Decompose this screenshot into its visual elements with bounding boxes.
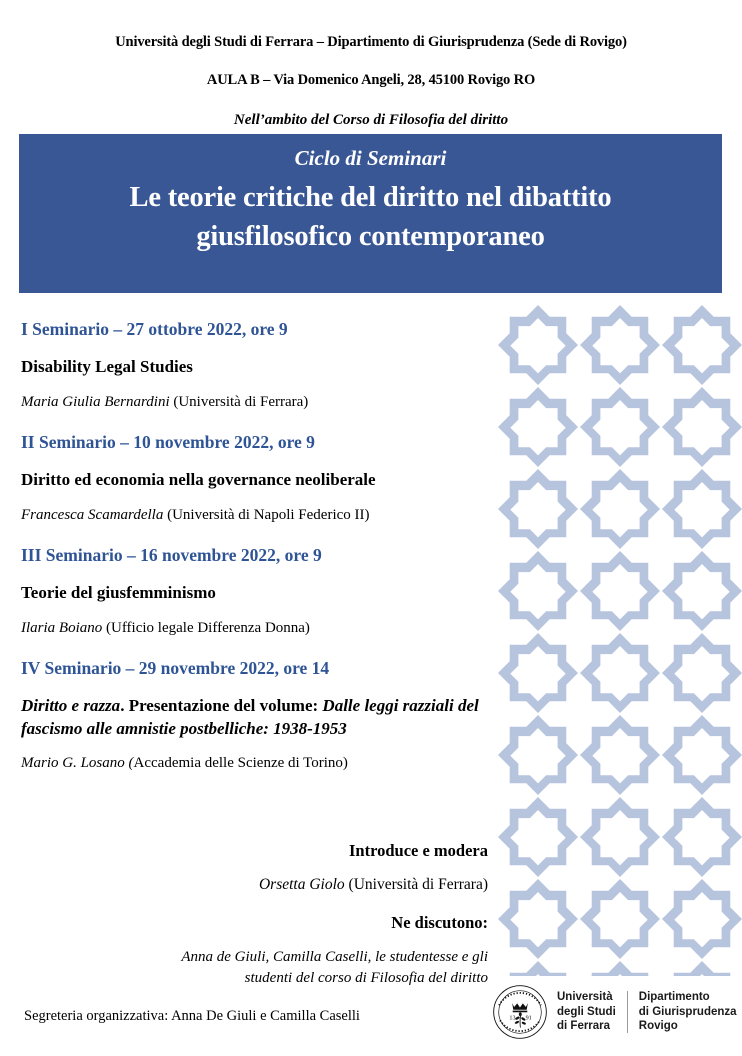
closing-block — [0, 840, 742, 989]
seal-year-left: 13 — [509, 1015, 516, 1022]
seminar-speaker — [21, 492, 742, 526]
logo-wordmark — [557, 990, 737, 1034]
secretariat-note: Segreteria organizzativa: Anna De Giuli e Camilla Caselli — [24, 1008, 360, 1024]
seminar-heading: III Seminario – 16 novembre 2022, ore 9 — [21, 545, 322, 565]
logo-university-name — [557, 990, 616, 1034]
banner-title-line-2: giusfilosofico contemporaneo — [196, 221, 545, 252]
speaker-name: Mario G. Losano ( — [21, 755, 134, 771]
seminar-title: Disability Legal Studies — [21, 357, 193, 376]
logo-university-line-1: Università — [557, 991, 613, 1004]
poster-header — [0, 0, 742, 129]
speaker-affiliation: (Università di Ferrara) — [169, 394, 309, 410]
title-banner — [19, 134, 722, 293]
logo-university-line-2: degli Studi — [557, 1005, 616, 1018]
logo-department-line-3: Rovigo — [638, 1020, 678, 1033]
discussants-line-2: studenti del corso di Filosofia del diritto — [244, 970, 488, 986]
moderator-affiliation: (Università di Ferrara) — [344, 876, 488, 893]
seminar-item — [0, 413, 742, 526]
logo-department-name — [639, 990, 737, 1034]
banner-title — [19, 173, 722, 256]
seminar-title-work: Diritto e razza — [21, 696, 121, 715]
university-seal-icon — [492, 984, 548, 1040]
seminar-item — [0, 526, 742, 639]
moderator-name: Orsetta Giolo — [258, 876, 345, 893]
olive-branch-icon — [514, 1012, 526, 1027]
discussants-label: Ne discutono: — [391, 913, 488, 932]
seal-year-right: 91 — [525, 1015, 532, 1022]
seminar-speaker — [21, 605, 742, 639]
speaker-affiliation: Accademia delle Scienze di Torino) — [133, 755, 348, 771]
seminar-title — [21, 680, 491, 740]
seminar-item — [0, 300, 742, 413]
logo-department-line-1: Dipartimento — [638, 991, 710, 1004]
logo-divider — [627, 991, 628, 1033]
speaker-name: Francesca Scamardella — [21, 507, 164, 523]
seminar-item — [0, 639, 742, 774]
header-venue: AULA B – Via Domenico Angeli, 28, 45100 Rovigo RO — [206, 72, 536, 88]
university-logo — [492, 984, 737, 1040]
speaker-affiliation: (Ufficio legale Differenza Donna) — [102, 620, 310, 636]
crown-icon — [512, 1003, 528, 1010]
introduces-label: Introduce e modera — [348, 841, 488, 860]
seminar-heading: II Seminario – 10 novembre 2022, ore 9 — [21, 432, 315, 452]
seminar-list — [0, 300, 742, 774]
speaker-name: Maria Giulia Bernardini — [21, 394, 170, 410]
logo-university-line-3: di Ferrara — [557, 1020, 611, 1033]
seminar-title: Diritto ed economia nella governance neoliberale — [21, 470, 376, 489]
seminar-speaker — [21, 379, 742, 413]
discussants-names — [0, 934, 488, 989]
seminar-speaker — [21, 740, 742, 774]
discussants-line-1: Anna de Giuli, Camilla Caselli, le studentesse e gli — [181, 949, 488, 965]
speaker-name: Ilaria Boiano — [21, 620, 103, 636]
banner-title-line-1: Le teorie critiche del diritto nel dibattito — [129, 182, 612, 213]
banner-kicker: Ciclo di Seminari — [294, 146, 447, 170]
seminar-title: Teorie del giusfemminismo — [21, 583, 216, 602]
seminar-title-volume: Dalle leggi razziali del fascismo alle amnistie postbelliche: 1938-1953 — [21, 696, 479, 738]
seminar-title-connector: . Presentazione del volume: — [120, 696, 323, 715]
logo-department-line-2: di Giurisprudenza — [638, 1005, 737, 1018]
header-course-context: Nell’ambito del Corso di Filosofia del diritto — [233, 112, 509, 128]
moderator — [0, 862, 488, 896]
seminar-heading: IV Seminario – 29 novembre 2022, ore 14 — [21, 658, 330, 678]
header-institution: Università degli Studi di Ferrara – Dipartimento di Giurisprudenza (Sede di Rovigo) — [115, 34, 627, 50]
speaker-affiliation: (Università di Napoli Federico II) — [163, 507, 370, 523]
seminar-heading: I Seminario – 27 ottobre 2022, ore 9 — [21, 319, 288, 339]
